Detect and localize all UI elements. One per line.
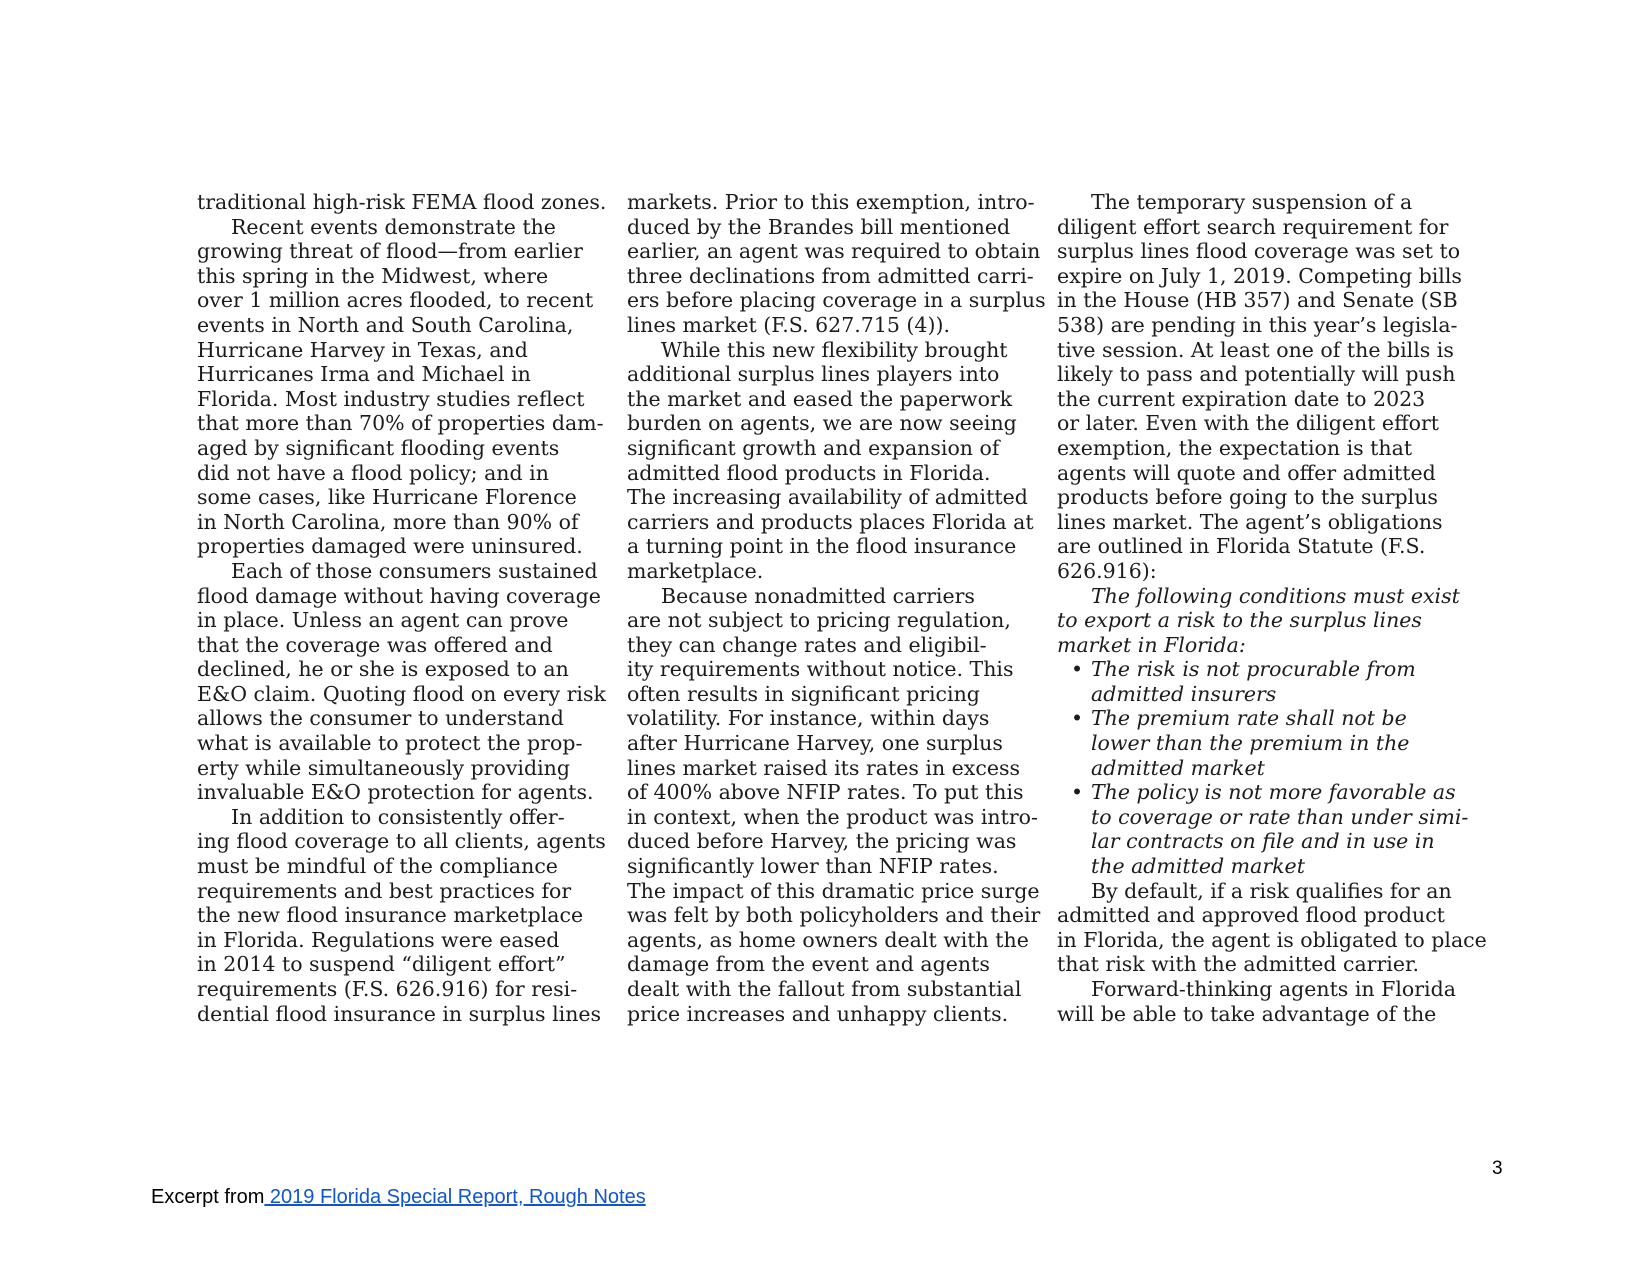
text-line: erty while simultaneously providing [197, 755, 570, 780]
text-line: in North Carolina, more than 90% of [197, 509, 579, 534]
text-line: will be able to take advantage of the [1057, 1001, 1437, 1026]
text-line: Recent events demonstrate the [231, 214, 556, 239]
text-line: ing flood coverage to all clients, agents [197, 829, 606, 854]
bullet-icon: • [1071, 657, 1084, 682]
text-line: The increasing availability of admitted [627, 485, 1028, 510]
text-line: agents, as home owners dealt with the [627, 927, 1029, 952]
text-line: carriers and products places Florida at [627, 509, 1034, 534]
text-line: Because nonadmitted carriers [661, 583, 975, 608]
article-body [197, 190, 1487, 1030]
text-line: Hurricane Harvey in Texas, and [197, 337, 528, 362]
text-line: that more than 70% of properties dam- [197, 411, 604, 436]
text-line: often results in significant pricing [627, 681, 980, 706]
text-line: are outlined in Florida Statute (F.S. [1057, 534, 1426, 559]
text-line: the current expiration date to 2023 [1057, 386, 1426, 411]
text-line: in Florida, the agent is obligated to place [1057, 927, 1487, 952]
text-line: diligent effort search requirement for [1057, 214, 1449, 239]
text-line: allows the consumer to understand [197, 706, 564, 731]
text-line: dealt with the fallout from substantial [627, 977, 1022, 1001]
text-line: in Florida. Regulations were eased [197, 927, 560, 952]
text-line: to export a risk to the surplus lines [1057, 608, 1422, 633]
text-line: likely to pass and potentially will push [1057, 362, 1456, 387]
text-line: some cases, like Hurricane Florence [197, 485, 577, 510]
text-line: the admitted market [1091, 854, 1305, 879]
text-line: declined, he or she is exposed to an [197, 657, 569, 682]
article-column-3 [1057, 190, 1487, 1026]
text-line: Hurricanes Irma and Michael in [197, 362, 531, 387]
text-line: requirements and best practices for [197, 878, 572, 903]
text-line: the market and eased the paperwork [627, 386, 1013, 411]
text-line: admitted flood products in Florida. [627, 460, 991, 485]
text-line: that risk with the admitted carrier. [1057, 952, 1420, 977]
text-line: lines market (F.S. 627.715 (4)). [627, 312, 950, 337]
text-line: traditional high-risk FEMA flood zones. [197, 190, 607, 214]
text-line: ers before placing coverage in a surplus [627, 288, 1046, 313]
text-line: market in Florida: [1057, 632, 1246, 657]
text-line: properties damaged were uninsured. [197, 534, 583, 559]
text-line: events in North and South Carolina, [197, 312, 574, 337]
text-line: that the coverage was offered and [197, 632, 553, 657]
text-line: Forward-thinking agents in Florida [1091, 977, 1456, 1001]
text-line: lines market. The agent’s obligations [1057, 509, 1443, 534]
text-line: volatility. For instance, within days [627, 706, 990, 731]
text-line: marketplace. [627, 558, 764, 583]
text-line: admitted market [1091, 755, 1265, 780]
text-line: The following conditions must exist [1091, 583, 1460, 608]
text-line: duced before Harvey, the pricing was [627, 829, 1017, 854]
bullet-item [1057, 706, 1472, 731]
text-line: to coverage or rate than under simi- [1091, 804, 1469, 829]
text-line: tive session. At least one of the bills is [1057, 337, 1454, 362]
text-line: By default, if a risk qualifies for an [1091, 878, 1452, 903]
text-line: three declinations from admitted carri- [627, 263, 1034, 288]
text-line: what is available to protect the prop- [197, 731, 583, 756]
article-column-1 [197, 190, 607, 1026]
text-line: Each of those consumers sustained [231, 558, 598, 583]
text-line: significantly lower than NFIP rates. [627, 854, 999, 879]
text-line: a turning point in the flood insurance [627, 534, 1017, 559]
text-line: price increases and unhappy clients. [627, 1001, 1009, 1026]
text-line: growing threat of flood—from earlier [197, 239, 583, 264]
text-line: did not have a flood policy; and in [197, 460, 549, 485]
text-line: expire on July 1, 2019. Competing bills [1057, 263, 1462, 288]
text-line: exemption, the expectation is that [1057, 435, 1413, 460]
text-line: invaluable E&O protection for agents. [197, 780, 594, 805]
text-line: burden on agents, we are now seeing [627, 411, 1017, 436]
text-line: products before going to the surplus [1057, 485, 1438, 510]
text-line: earlier, an agent was required to obtain [627, 239, 1041, 264]
text-line: of 400% above NFIP rates. To put this [627, 780, 1024, 805]
bullet-icon: • [1071, 780, 1084, 805]
text-line: surplus lines flood coverage was set to [1057, 239, 1461, 264]
text-line: in 2014 to suspend “diligent effort” [197, 952, 566, 977]
text-line: E&O claim. Quoting flood on every risk [197, 681, 606, 706]
text-line: While this new flexibility brought [661, 337, 1008, 362]
text-line: after Hurricane Harvey, one surplus [627, 731, 1003, 756]
excerpt-footer [151, 1186, 646, 1209]
text-line: 538) are pending in this year’s legisla- [1057, 312, 1458, 337]
text-line: aged by significant flooding events [197, 435, 560, 460]
text-line: The temporary suspension of a [1091, 190, 1413, 214]
text-line: damage from the event and agents [627, 952, 990, 977]
bullet-text: The premium rate shall not be [1091, 706, 1407, 731]
text-line: in context, when the product was intro- [627, 804, 1038, 829]
source-link[interactable]: 2019 Florida Special Report, Rough Notes [264, 1186, 646, 1208]
text-line: flood damage without having coverage [197, 583, 601, 608]
text-line: significant growth and expansion of [627, 435, 1000, 460]
text-line: the new flood insurance marketplace [197, 903, 584, 928]
bullet-item [1057, 657, 1472, 682]
text-line: agents will quote and offer admitted [1057, 460, 1436, 485]
bullet-icon: • [1071, 706, 1084, 731]
text-line: must be mindful of the compliance [197, 854, 558, 879]
text-line: admitted and approved flood product [1057, 903, 1445, 928]
text-line: this spring in the Midwest, where [197, 263, 549, 288]
text-line: duced by the Brandes bill mentioned [627, 214, 1011, 239]
text-line: additional surplus lines players into [627, 362, 1000, 387]
text-line: 626.916): [1057, 558, 1157, 583]
text-line: In addition to consistently offer- [231, 804, 565, 829]
text-line: dential flood insurance in surplus lines [197, 1001, 602, 1026]
text-line: markets. Prior to this exemption, intro- [627, 190, 1035, 214]
text-line: lar contracts on file and in use in [1091, 829, 1435, 854]
text-line: lower than the premium in the [1091, 731, 1410, 756]
text-line: in place. Unless an agent can prove [197, 608, 569, 633]
bullet-text: The risk is not procurable from [1091, 657, 1416, 682]
text-line: are not subject to pricing regulation, [627, 608, 1011, 633]
text-line: requirements (F.S. 626.916) for resi- [197, 977, 578, 1001]
text-line: in the House (HB 357) and Senate (SB [1057, 288, 1458, 313]
text-line: ity requirements without notice. This [627, 657, 1014, 682]
text-line: admitted insurers [1091, 681, 1277, 706]
text-line: The impact of this dramatic price surge [627, 878, 1040, 903]
text-line: over 1 million acres flooded, to recent [197, 288, 594, 313]
footer-prefix: Excerpt from [151, 1186, 265, 1208]
text-line: was felt by both policyholders and their [627, 903, 1041, 928]
page-number: 3 [1492, 1158, 1503, 1179]
text-line: they can change rates and eligibil- [627, 632, 987, 657]
text-line: lines market raised its rates in excess [627, 755, 1021, 780]
bullet-item [1057, 780, 1472, 805]
article-column-2 [627, 190, 1046, 1026]
text-line: Florida. Most industry studies reflect [197, 386, 585, 411]
bullet-text: The policy is not more favorable as [1091, 780, 1456, 805]
text-line: or later. Even with the diligent effort [1057, 411, 1440, 436]
